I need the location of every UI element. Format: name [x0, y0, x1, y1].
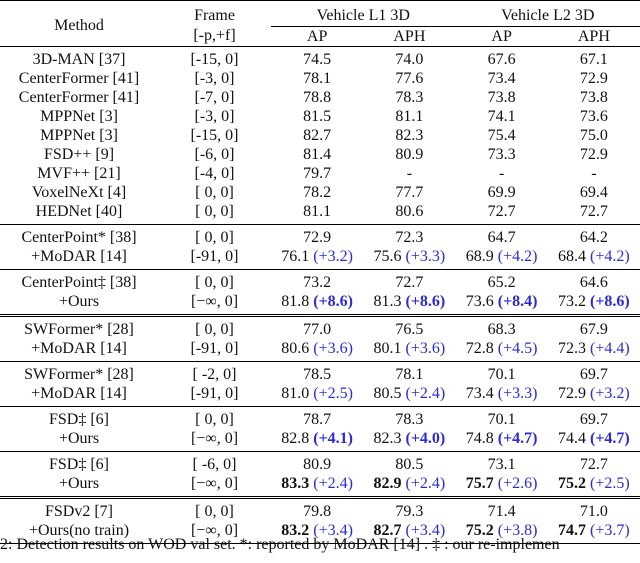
- metric-delta: (+4.7): [497, 430, 538, 447]
- table-row: [0, 292, 640, 316]
- metric-value: 64.2: [579, 229, 608, 246]
- metric-value: 68.4: [558, 248, 587, 265]
- table-row: [0, 429, 640, 452]
- metric-value: 67.6: [487, 51, 516, 68]
- frame-cell: [-4, 0]: [194, 165, 235, 182]
- metric-cell: [548, 316, 640, 340]
- metric-cell: [271, 474, 363, 498]
- metric-cell: [363, 247, 455, 270]
- metric-value: -: [498, 165, 505, 182]
- metric-value: 72.9: [303, 229, 332, 246]
- metric-value: 77.6: [395, 70, 424, 87]
- metric-value: 74.5: [303, 51, 332, 68]
- table-row: [0, 183, 640, 202]
- metric-value: 72.7: [395, 274, 424, 291]
- metric-value: 71.4: [487, 503, 516, 520]
- metric-delta: (+2.4): [313, 475, 353, 492]
- frame-cell: [−∞, 0]: [190, 293, 239, 310]
- metric-cell: [271, 270, 363, 293]
- metric-value: 76.5: [395, 321, 424, 338]
- frame-cell: [ 0, 0]: [158, 316, 271, 340]
- metric-value: 81.8: [281, 293, 310, 310]
- metric-delta: (+2.6): [497, 475, 538, 492]
- table-row: [0, 407, 640, 430]
- metric-value: 72.9: [558, 385, 587, 402]
- method-cell: CenterFormer [41]: [18, 70, 140, 87]
- metric-cell: [271, 498, 363, 522]
- metric-value: 80.5: [395, 456, 424, 473]
- metric-delta: (+4.4): [590, 340, 630, 357]
- metric-value: 72.7: [579, 456, 608, 473]
- metric-value: 70.1: [487, 411, 516, 428]
- metric-value: 75.0: [579, 127, 608, 144]
- metric-cell: [271, 225, 363, 248]
- metric-delta: (+4.0): [405, 430, 446, 447]
- method-cell: +Ours(no train): [0, 521, 158, 544]
- frame-cell: [-3, 0]: [194, 70, 235, 87]
- metric-value: 82.7: [373, 522, 402, 539]
- metric-value: 80.1: [373, 340, 402, 357]
- frame-cell: [ 0, 0]: [195, 184, 234, 201]
- method-cell: FSD‡ [6]: [0, 452, 158, 475]
- metric-value: 79.8: [303, 503, 332, 520]
- method-header: Method: [0, 1, 158, 47]
- frame-cell: [-7, 0]: [194, 89, 235, 106]
- method-cell: VoxelNeXt [4]: [31, 184, 127, 201]
- metric-delta: (+4.2): [590, 248, 630, 265]
- frame-cell: [-15, 0]: [158, 47, 271, 70]
- table-row: [0, 247, 640, 270]
- metric-cell: [548, 126, 640, 145]
- metric-value: 81.5: [303, 108, 332, 125]
- method-cell: +Ours: [58, 293, 100, 310]
- metric-value: 72.7: [579, 203, 608, 220]
- frame-cell: [ -6, 0]: [158, 452, 271, 475]
- metric-value: 79.3: [395, 503, 424, 520]
- metric-cell: [548, 247, 640, 270]
- metric-value: 82.3: [373, 430, 402, 447]
- metric-value: 70.1: [487, 366, 516, 383]
- metric-value: 80.9: [395, 146, 424, 163]
- metric-cell: [456, 474, 548, 498]
- metric-value: 78.3: [395, 89, 424, 106]
- metric-cell: [548, 225, 640, 248]
- method-cell: MPPNet [3]: [40, 127, 118, 144]
- metric-delta: (+3.7): [590, 522, 630, 539]
- metric-cell: [363, 362, 455, 385]
- metric-value: 72.3: [395, 229, 424, 246]
- table-row: [0, 69, 640, 88]
- metric-cell: [271, 407, 363, 430]
- metric-cell: [271, 384, 363, 407]
- l1-aph-header: APH: [393, 27, 426, 45]
- metric-cell: [363, 47, 455, 70]
- metric-value: 69.7: [579, 411, 608, 428]
- method-cell: HEDNet [40]: [35, 203, 123, 220]
- metric-value: 81.0: [281, 385, 310, 402]
- metric-cell: [271, 247, 363, 270]
- table-row: [0, 202, 640, 225]
- metric-delta: (+8.4): [497, 293, 538, 310]
- metric-cell: [363, 316, 455, 340]
- table-row: [0, 145, 640, 164]
- metric-value: 74.7: [558, 522, 587, 539]
- metric-cell: [456, 362, 548, 385]
- metric-delta: (+3.4): [313, 522, 353, 539]
- metric-cell: [456, 498, 548, 522]
- metric-cell: [271, 145, 363, 164]
- metric-value: 69.4: [579, 184, 608, 201]
- metric-value: 78.7: [303, 411, 332, 428]
- metric-cell: [271, 183, 363, 202]
- metric-cell: [548, 339, 640, 362]
- metric-value: 68.9: [465, 248, 494, 265]
- method-cell: CenterFormer [41]: [18, 89, 140, 106]
- metric-delta: (+2.5): [313, 385, 353, 402]
- metric-value: 75.4: [487, 127, 516, 144]
- metric-value: 83.2: [281, 522, 310, 539]
- frame-cell: [ 0, 0]: [158, 498, 271, 522]
- metric-cell: [548, 498, 640, 522]
- method-cell: FSD‡ [6]: [0, 407, 158, 430]
- metric-cell: [456, 384, 548, 407]
- metric-cell: [548, 429, 640, 452]
- metric-value: 75.7: [465, 475, 494, 492]
- metric-delta: (+4.1): [313, 430, 354, 447]
- metric-cell: [548, 47, 640, 70]
- metric-cell: [271, 88, 363, 107]
- frame-cell: [ 0, 0]: [158, 225, 271, 248]
- table-row: [0, 225, 640, 248]
- vehicle-l2-header: Vehicle L2 3D: [456, 1, 640, 27]
- metric-delta: (+3.3): [405, 248, 446, 265]
- metric-delta: (+4.5): [497, 340, 538, 357]
- metric-delta: (+3.4): [405, 522, 446, 539]
- metric-cell: [548, 69, 640, 88]
- metric-cell: [271, 164, 363, 183]
- metric-cell: [271, 429, 363, 452]
- metric-value: 77.7: [395, 184, 424, 201]
- metric-value: 73.2: [557, 293, 586, 310]
- metric-cell: [271, 362, 363, 385]
- metric-cell: [456, 145, 548, 164]
- frame-header: Frame: [158, 1, 271, 27]
- metric-delta: (+3.6): [313, 340, 353, 357]
- method-cell: SWFormer* [28]: [0, 316, 158, 340]
- metric-cell: [456, 126, 548, 145]
- metric-cell: [363, 339, 455, 362]
- table-row: [0, 384, 640, 407]
- metric-value: 80.9: [303, 456, 332, 473]
- metric-cell: [271, 202, 363, 225]
- metric-cell: [456, 88, 548, 107]
- metric-cell: [456, 452, 548, 475]
- metric-cell: [271, 292, 363, 316]
- metric-delta: (+2.4): [405, 385, 446, 402]
- metric-value: 73.3: [487, 146, 516, 163]
- table-row: [0, 362, 640, 385]
- metric-delta: (+8.6): [313, 293, 354, 310]
- metric-value: 81.1: [395, 108, 424, 125]
- metric-cell: [363, 126, 455, 145]
- table-row: [0, 47, 640, 70]
- metric-value: -: [406, 165, 413, 182]
- method-cell: +MoDAR [14]: [31, 340, 127, 357]
- metric-value: 78.1: [395, 366, 424, 383]
- metric-value: 73.8: [487, 89, 516, 106]
- frame-cell: [ -2, 0]: [158, 362, 271, 385]
- metric-cell: [363, 474, 455, 498]
- metric-value: 81.3: [373, 293, 402, 310]
- frame-cell: [ 0, 0]: [158, 270, 271, 293]
- metric-value: 78.2: [303, 184, 332, 201]
- metric-value: 78.3: [395, 411, 424, 428]
- metric-value: 74.1: [487, 108, 516, 125]
- metric-value: 65.2: [487, 274, 516, 291]
- metric-delta: (+8.6): [589, 293, 630, 310]
- metric-value: 74.4: [557, 430, 586, 447]
- metric-value: 74.8: [465, 430, 494, 447]
- metric-value: 80.5: [373, 385, 402, 402]
- metric-cell: [271, 69, 363, 88]
- method-cell: 3D-MAN [37]: [0, 47, 158, 70]
- metric-value: 78.1: [303, 70, 332, 87]
- method-cell: +Ours: [58, 430, 100, 447]
- metric-value: 67.1: [579, 51, 608, 68]
- method-cell: +Ours: [58, 475, 100, 492]
- metric-cell: [456, 69, 548, 88]
- metric-cell: [456, 107, 548, 126]
- metric-cell: [548, 474, 640, 498]
- metric-cell: [456, 225, 548, 248]
- frame-cell: [−∞, 0]: [190, 475, 239, 492]
- metric-cell: [363, 270, 455, 293]
- metric-value: 73.4: [465, 385, 494, 402]
- metric-value: 72.8: [465, 340, 494, 357]
- metric-cell: [271, 107, 363, 126]
- caption-line-1: 2: Detection results on WOD val set. *: reported by MoDAR [14] . ‡ : our re-implemen: [0, 536, 560, 553]
- vehicle-l1-header: Vehicle L1 3D: [271, 1, 456, 27]
- frame-cell: [−∞, 0]: [190, 430, 239, 447]
- metric-value: 72.9: [579, 70, 608, 87]
- metric-cell: [271, 452, 363, 475]
- metric-cell: [548, 292, 640, 316]
- metric-cell: [456, 292, 548, 316]
- table-row: [0, 107, 640, 126]
- metric-cell: [363, 292, 455, 316]
- metric-value: 72.3: [558, 340, 587, 357]
- metric-delta: (+3.2): [313, 248, 353, 265]
- metric-value: 75.2: [558, 475, 587, 492]
- metric-value: 73.6: [579, 108, 608, 125]
- metric-value: 82.7: [303, 127, 332, 144]
- metric-cell: [456, 183, 548, 202]
- metric-value: -: [591, 165, 597, 182]
- metric-value: 82.3: [395, 127, 424, 144]
- metric-value: 76.1: [281, 248, 310, 265]
- metric-delta: (+8.6): [405, 293, 446, 310]
- table-row: [0, 270, 640, 293]
- metric-cell: [363, 164, 455, 183]
- metric-cell: [548, 384, 640, 407]
- metric-cell: [363, 88, 455, 107]
- metric-value: 69.7: [579, 366, 608, 383]
- metric-cell: [363, 225, 455, 248]
- frame-cell: [-91, 0]: [190, 248, 239, 265]
- frame-cell: [−∞, 0]: [158, 521, 271, 544]
- metric-value: 80.6: [395, 203, 424, 220]
- metric-value: 73.2: [303, 274, 332, 291]
- l2-aph-header: APH: [577, 27, 610, 45]
- metric-cell: [456, 270, 548, 293]
- table-row: [0, 126, 640, 145]
- frame-cell: [ 0, 0]: [195, 203, 234, 220]
- metric-cell: [548, 362, 640, 385]
- metric-cell: [363, 452, 455, 475]
- table-row: [0, 316, 640, 340]
- table-row: [0, 164, 640, 183]
- frame-sub-header: [-p,+f]: [193, 27, 236, 45]
- metric-cell: [548, 88, 640, 107]
- metric-cell: [363, 202, 455, 225]
- metric-cell: [363, 407, 455, 430]
- method-cell: CenterPoint* [38]: [0, 225, 158, 248]
- metric-value: 75.2: [465, 522, 494, 539]
- metric-cell: [271, 126, 363, 145]
- method-cell: FSDv2 [7]: [0, 498, 158, 522]
- metric-cell: [548, 145, 640, 164]
- metric-cell: [548, 107, 640, 126]
- metric-value: 64.6: [579, 274, 608, 291]
- metric-value: 78.5: [303, 366, 332, 383]
- metric-cell: [363, 107, 455, 126]
- metric-value: 82.8: [281, 430, 310, 447]
- frame-cell: [-91, 0]: [190, 385, 239, 402]
- metric-cell: [271, 316, 363, 340]
- table-row: [0, 88, 640, 107]
- table-row: [0, 339, 640, 362]
- frame-cell: [-3, 0]: [194, 108, 235, 125]
- l2-ap-header: AP: [491, 27, 512, 45]
- metric-cell: [456, 316, 548, 340]
- frame-cell: [-91, 0]: [190, 340, 239, 357]
- metric-value: 73.8: [579, 89, 608, 106]
- metric-value: 81.4: [303, 146, 332, 163]
- results-body: [0, 47, 640, 544]
- metric-delta: (+2.4): [405, 475, 446, 492]
- metric-value: 82.9: [373, 475, 402, 492]
- metric-cell: [548, 183, 640, 202]
- metric-cell: [456, 247, 548, 270]
- metric-delta: (+3.2): [590, 385, 630, 402]
- metric-value: 74.0: [395, 51, 424, 68]
- method-cell: MVF++ [21]: [37, 165, 121, 182]
- metric-delta: (+4.2): [497, 248, 538, 265]
- metric-cell: [363, 69, 455, 88]
- metric-value: 77.0: [303, 321, 332, 338]
- metric-value: 73.1: [487, 456, 516, 473]
- metric-cell: [456, 47, 548, 70]
- metric-value: 80.6: [281, 340, 310, 357]
- frame-cell: [-15, 0]: [190, 127, 239, 144]
- frame-cell: [-6, 0]: [194, 146, 235, 163]
- metric-cell: [363, 429, 455, 452]
- frame-cell: [ 0, 0]: [158, 407, 271, 430]
- metric-value: 73.6: [465, 293, 494, 310]
- table-caption: [0, 535, 640, 563]
- metric-value: 78.8: [303, 89, 332, 106]
- method-cell: FSD++ [9]: [43, 146, 115, 163]
- metric-value: 71.0: [579, 503, 608, 520]
- table-row: [0, 498, 640, 522]
- metric-cell: [363, 145, 455, 164]
- metric-value: 75.6: [373, 248, 402, 265]
- table-row: [0, 474, 640, 498]
- method-cell: +MoDAR [14]: [31, 248, 127, 265]
- metric-value: 73.4: [487, 70, 516, 87]
- metric-cell: [548, 407, 640, 430]
- metric-cell: [548, 270, 640, 293]
- metric-cell: [548, 452, 640, 475]
- metric-cell: [456, 339, 548, 362]
- metric-cell: [363, 384, 455, 407]
- l1-ap-header: AP: [306, 27, 328, 45]
- metric-cell: [363, 498, 455, 522]
- metric-value: 68.3: [487, 321, 516, 338]
- metric-cell: [548, 202, 640, 225]
- method-cell: CenterPoint‡ [38]: [0, 270, 158, 293]
- table-row: [0, 452, 640, 475]
- metric-cell: [456, 407, 548, 430]
- metric-cell: [548, 164, 640, 183]
- method-cell: MPPNet [3]: [40, 108, 118, 125]
- metric-cell: [456, 202, 548, 225]
- metric-cell: [271, 47, 363, 70]
- metric-value: 72.9: [579, 146, 608, 163]
- metric-value: 64.7: [487, 229, 516, 246]
- metric-cell: [271, 339, 363, 362]
- metric-value: 81.1: [303, 203, 332, 220]
- metric-delta: (+2.5): [590, 475, 630, 492]
- metric-delta: (+3.8): [497, 522, 538, 539]
- method-cell: SWFormer* [28]: [0, 362, 158, 385]
- metric-value: 67.9: [579, 321, 608, 338]
- metric-delta: (+3.3): [497, 385, 538, 402]
- metric-cell: [363, 183, 455, 202]
- metric-value: 69.9: [487, 184, 516, 201]
- metric-delta: (+4.7): [589, 430, 630, 447]
- metric-value: 79.7: [303, 165, 332, 182]
- metric-value: 83.3: [281, 475, 310, 492]
- metric-value: 72.7: [487, 203, 516, 220]
- metric-cell: [456, 164, 548, 183]
- metric-cell: [456, 429, 548, 452]
- metric-delta: (+3.6): [405, 340, 446, 357]
- method-cell: +MoDAR [14]: [31, 385, 127, 402]
